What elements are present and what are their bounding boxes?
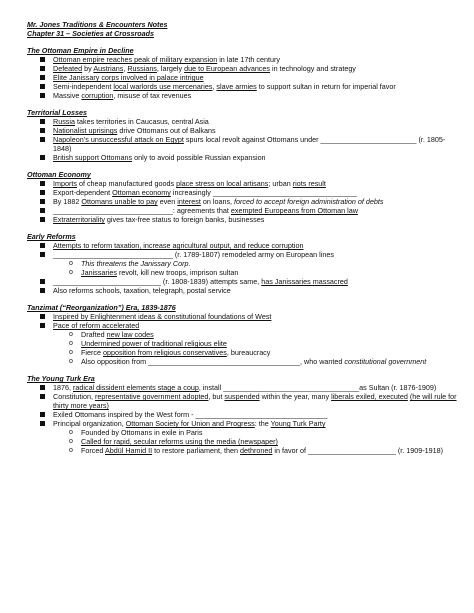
text-run: interest: [177, 197, 201, 206]
text-run: place stress on local artisans: [176, 179, 269, 188]
text-run: Elite Janissary corps involved in palace intrigue: [53, 73, 204, 82]
text-run: corruption: [81, 91, 114, 100]
section-title: Ottoman Economy: [27, 170, 91, 179]
text-run: Pace of reform accelerated: [53, 321, 140, 330]
section-title: Early Reforms: [27, 232, 76, 241]
notes-section: [27, 46, 459, 100]
text-run: to support sultan in return for imperial favor: [256, 82, 396, 91]
bullet-item: [27, 419, 459, 428]
text-run: Undermined power of traditional religious elite: [81, 339, 227, 348]
sub-bullet-item: [27, 339, 459, 348]
text-run: , bureaucracy: [226, 348, 271, 357]
text-run: representative government adopted: [94, 392, 209, 401]
bullet-item: [27, 250, 459, 259]
bullet-item: [27, 55, 459, 64]
notes-title: Mr. Jones Traditions & Encounters Notes: [27, 20, 168, 29]
bullet-item: [27, 206, 459, 215]
notes-section: [27, 374, 459, 455]
section-title: The Young Turk Era: [27, 374, 95, 383]
bullet-item: [27, 126, 459, 135]
text-run: exempted Europeans from Ottoman law: [230, 206, 358, 215]
bullet-list: [27, 55, 459, 100]
bullet-item: [27, 188, 459, 197]
text-run: by: [82, 64, 94, 73]
text-run: Ottomans unable to pay: [81, 197, 158, 206]
bullet-item: [27, 383, 459, 392]
text-run: ; urban: [268, 179, 293, 188]
section-title: The Ottoman Empire in Decline: [27, 46, 134, 55]
bullet-item: [27, 312, 459, 321]
section-title: Territorial Losses: [27, 108, 88, 117]
bullet-item: [27, 91, 459, 100]
text-run: By 1882: [53, 197, 82, 206]
text-run: in late 17th century: [217, 55, 280, 64]
text-run: radical dissident elements stage a coup: [72, 383, 199, 392]
text-run: due to European advances: [184, 64, 270, 73]
bullet-list: [27, 241, 459, 295]
text-run: Russians: [127, 64, 157, 73]
text-run: Extraterritoriality: [53, 215, 105, 224]
text-run: within the year, many: [259, 392, 332, 401]
sub-bullet-item: [27, 259, 459, 268]
text-run: even: [157, 197, 178, 206]
text-run: in favor of ______________________ (r. 1909-1918): [272, 446, 444, 455]
text-run: of cheap manufactured goods: [76, 179, 177, 188]
sub-bullet-item: [27, 437, 459, 446]
text-run: Ottoman empire reaches peak of military expansion: [53, 55, 218, 64]
text-run: Abdül Hamid II: [104, 446, 153, 455]
notes-section: [27, 303, 459, 366]
text-run: dethroned: [240, 446, 273, 455]
text-run: Janissaries: [81, 268, 117, 277]
text-run: drive Ottomans out of Balkans: [117, 126, 216, 135]
sub-bullet-item: [27, 428, 459, 437]
bullet-item: [27, 197, 459, 206]
bullet-item: [27, 321, 459, 330]
text-run: to restore parliament, then: [152, 446, 241, 455]
bullet-item: [27, 64, 459, 73]
sub-bullet-item: [27, 268, 459, 277]
text-run: , install __________________________________as Sultan (r. 1876-1909): [198, 383, 437, 392]
text-run: British support Ottomans: [53, 153, 133, 162]
text-run: spurs local revolt against Ottomans under ________________________ (r. 1805-1848): [53, 135, 446, 153]
text-run: Semi-independent: [53, 82, 114, 91]
bullet-list: [27, 117, 459, 162]
text-run: only to avoid possible Russian expansion: [132, 153, 266, 162]
sections-container: [27, 46, 459, 455]
text-run: Constitution,: [53, 392, 95, 401]
text-run: in technology and strategy: [270, 64, 356, 73]
notes-section: [27, 170, 459, 224]
text-run: , but: [208, 392, 225, 401]
text-run: suspended: [224, 392, 260, 401]
text-run: increasingly ____________________________________: [170, 188, 357, 197]
text-run: Nationalist uprisings: [53, 126, 118, 135]
text-run: Attempts to reform taxation, increase agricultural output, and reduce corruption: [53, 241, 304, 250]
text-run: Forced: [81, 446, 105, 455]
text-run: on loans,: [200, 197, 235, 206]
text-run: slave armies: [216, 82, 257, 91]
bullet-item: [27, 179, 459, 188]
bullet-item: [27, 153, 459, 162]
text-run: gives tax-free status to foreign banks, businesses: [104, 215, 265, 224]
bullet-item: [27, 117, 459, 126]
bullet-item: [27, 392, 459, 410]
notes-section: [27, 108, 459, 162]
text-run: Napoleon’s unsuccessful attack on Egypt: [53, 135, 184, 144]
text-run: Also reforms schools, taxation, telegraph, postal service: [53, 286, 231, 295]
text-run: liberals exiled, executed: [331, 392, 408, 401]
text-run: takes territories in Caucasus, central Asia: [74, 117, 209, 126]
bullet-list: [27, 312, 459, 366]
section-title: Tanzimat (“Reorganization”) Era, 1839-1876: [27, 303, 176, 312]
text-run: Ottoman economy: [112, 188, 171, 197]
text-run: ______________________________ (r. 1789-1807) remodeled army on European lines: [53, 250, 334, 259]
text-run: Defeated: [53, 64, 83, 73]
text-run: Exiled Ottomans inspired by the West form - _________________________________: [53, 410, 328, 419]
text-run: Drafted: [81, 330, 107, 339]
text-run: opposition from religious conservatives: [102, 348, 227, 357]
notes-page: [27, 20, 459, 455]
text-run: Young Turk Party: [270, 419, 326, 428]
text-run: Principal organization,: [53, 419, 126, 428]
text-run: new law codes: [106, 330, 154, 339]
sub-bullet-item: [27, 446, 459, 455]
bullet-item: [27, 277, 459, 286]
sub-bullet-item: [27, 348, 459, 357]
notes-section: [27, 232, 459, 295]
text-run: revolt, kill new troops, imprison sultan: [116, 268, 239, 277]
text-run: Fierce: [81, 348, 103, 357]
bullet-list: [27, 383, 459, 455]
text-run: Inspired by Enlightenment ideas & constitutional foundations of West: [53, 312, 272, 321]
text-run: Called for rapid, secular reforms using the media (newspaper): [81, 437, 278, 446]
text-run: Export-dependent: [53, 188, 113, 197]
sub-bullet-item: [27, 357, 459, 366]
text-run: Imports: [53, 179, 77, 188]
text-run: Russia: [53, 117, 75, 126]
text-run: Austrians: [93, 64, 124, 73]
sub-bullet-item: [27, 330, 459, 339]
text-run: forced to accept foreign administration of debts: [234, 197, 384, 206]
text-run: constitutional government: [344, 357, 427, 366]
bullet-item: [27, 286, 459, 295]
text-run: ,: [123, 64, 128, 73]
bullet-item: [27, 73, 459, 82]
text-run: (he will rule for thirty more years): [53, 392, 457, 410]
text-run: This threatens the Janissary Corp.: [81, 259, 191, 268]
text-run: riots result: [292, 179, 326, 188]
bullet-item: [27, 241, 459, 250]
bullet-list: [27, 179, 459, 224]
text-run: 1876,: [53, 383, 73, 392]
text-run: Also opposition from ______________________________________, who wanted: [81, 357, 345, 366]
text-run: ___________________________ (r. 1808-1839) attempts same,: [53, 277, 262, 286]
text-run: Ottoman Society for Union and Progress: [125, 419, 255, 428]
text-run: Founded by Ottomans in exile in Paris: [81, 428, 203, 437]
text-run: has Janissaries massacred: [261, 277, 348, 286]
bullet-item: [27, 82, 459, 91]
bullet-item: [27, 410, 459, 419]
text-run: Massive: [53, 91, 82, 100]
bullet-item: [27, 215, 459, 224]
text-run: , largely: [156, 64, 185, 73]
text-run: local warlords use mercenaries: [113, 82, 213, 91]
text-run: ______________________________: agreements that: [53, 206, 231, 215]
bullet-item: [27, 135, 459, 153]
text-run: : the: [254, 419, 271, 428]
text-run: , misuse of tax revenues: [113, 91, 192, 100]
text-run: ,: [212, 82, 217, 91]
chapter-title: Chapter 31 – Societies at Crossroads: [27, 29, 155, 38]
